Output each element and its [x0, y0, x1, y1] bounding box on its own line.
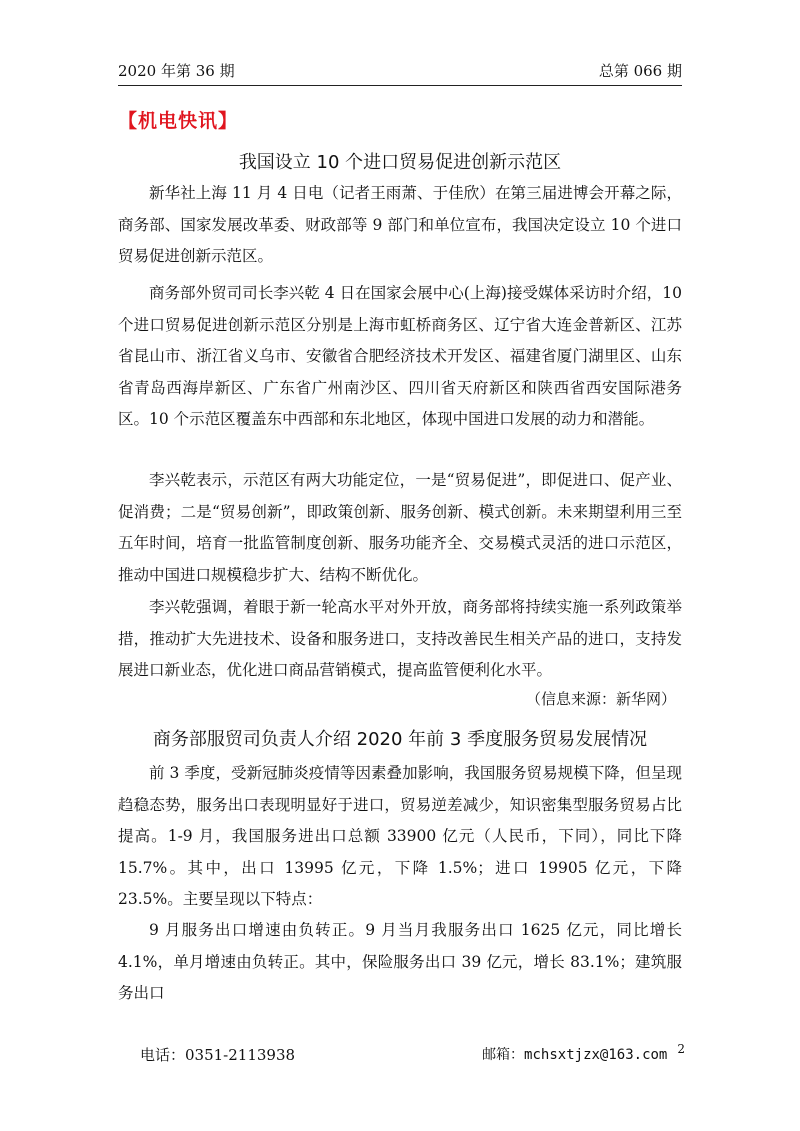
page-footer — [140, 1044, 685, 1065]
page-header — [118, 55, 682, 86]
article-1-title: 我国设立 10 个进口贸易促进创新示范区 — [238, 152, 562, 173]
article-2-paragraph-1: 前 3 季度，受新冠肺炎疫情等因素叠加影响，我国服务贸易规模下降，但呈现趋稳态势，服务出口表现明显好于进口，贸易逆差减少，知识密集型服务贸易占比提高。1-9 月，我国服务进出口总额 33900 亿元（人民币，下同），同比下降 15.7%。其中，出口 13995 亿元，下降 1.5%；进口 19905 亿元，下降 23.5%。主要呈现以下特点： — [118, 764, 682, 908]
section-tag: 【机电快讯】 — [118, 110, 239, 132]
article-1-paragraph-3: 李兴乾表示，示范区有两大功能定位，一是“贸易促进”，即促进口、促产业、促消费；二是“贸易创新”，即政策创新、服务创新、模式创新。未来期望利用三至五年时间，培育一批监管制度创新、服务功能齐全、交易模式灵活的进口示范区，推动中国进口规模稳步扩大、结构不断优化。 — [118, 471, 682, 584]
issue-number: 2020 年第 36 期 — [118, 62, 235, 80]
article-1-paragraph-2: 商务部外贸司司长李兴乾 4 日在国家会展中心(上海)接受媒体采访时介绍，10 个进口贸易促进创新示范区分别是上海市虹桥商务区、辽宁省大连金普新区、江苏省昆山市、浙江省义乌市、安徽省合肥经济技术开发区、福建省厦门湖里区、山东省青岛西海岸新区、广东省广州南沙区、四川省天府新区和陕西省西安国际港务区。10 个示范区覆盖东中西部和东北地区，体现中国进口发展的动力和潜能。 — [118, 284, 682, 428]
page-number: 2 — [677, 1042, 685, 1056]
article-1-paragraph-1: 新华社上海 11 月 4 日电（记者王雨萧、于佳欣）在第三届进博会开幕之际，商务部、国家发展改革委、财政部等 9 部门和单位宣布，我国决定设立 10 个进口贸易促进创新示范区。 — [118, 184, 682, 265]
total-issue-number: 总第 066 期 — [598, 62, 682, 80]
article-1-source: （信息来源：新华网） — [525, 690, 676, 708]
contact-email: 邮箱：mchsxtjzx@163.com — [482, 1047, 668, 1063]
article-2-paragraph-2: 9 月服务出口增速由负转正。9 月当月我服务出口 1625 亿元，同比增长 4.1%，单月增速由负转正。其中，保险服务出口 39 亿元，增长 83.1%；建筑服务出口 — [118, 921, 682, 1002]
article-2-title: 商务部服贸司负责人介绍 2020 年前 3 季度服务贸易发展情况 — [152, 729, 648, 750]
article-1-paragraph-4: 李兴乾强调，着眼于新一轮高水平对外开放，商务部将持续实施一系列政策举措，推动扩大先进技术、设备和服务进口，支持改善民生相关产品的进口，支持发展进口新业态，优化进口商品营销模式，提高监管便利化水平。 — [118, 598, 682, 679]
contact-phone: 电话：0351-2113938 — [140, 1046, 296, 1064]
